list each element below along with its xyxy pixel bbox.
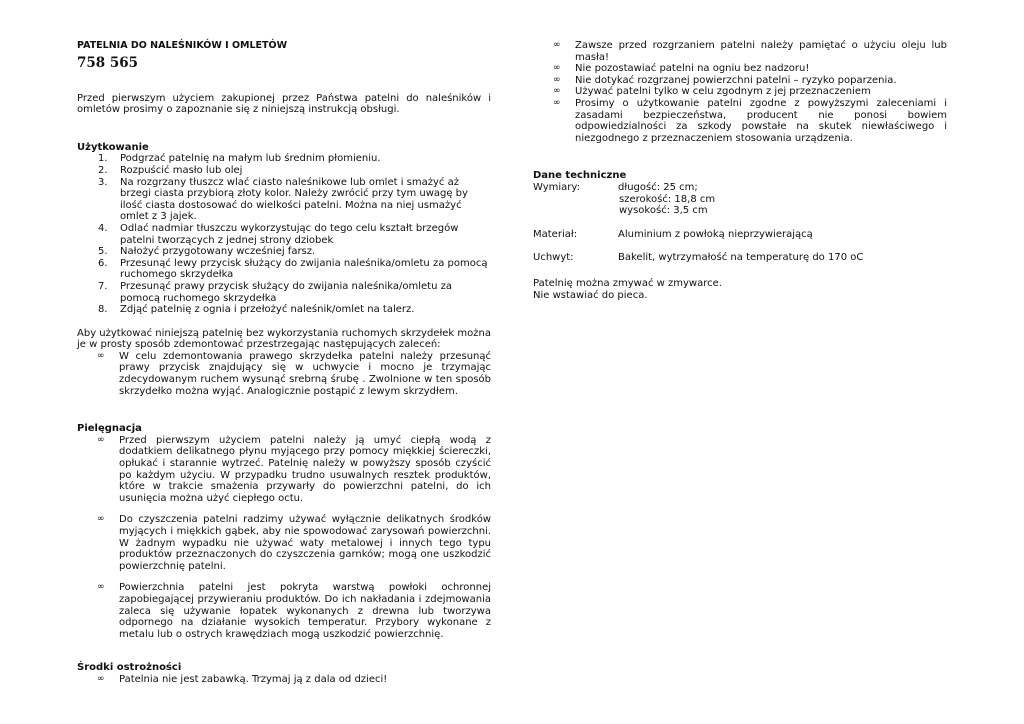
care-heading: Pielęgnacja (77, 423, 142, 435)
infinity-bullet-icon: ∞ (553, 97, 561, 108)
dimension-height: wysokość: 3,5 cm (619, 205, 708, 217)
safety-heading: Środki ostrożności (77, 662, 182, 674)
usage-step (77, 304, 491, 316)
bullet-item (77, 514, 491, 572)
step-text: Nałożyć przygotowany wcześniej farsz. (120, 246, 316, 258)
bullet-text: Patelnia nie jest zabawką. Trzymaj ją z dala od dzieci! (119, 673, 388, 685)
infinity-bullet-icon: ∞ (553, 86, 561, 97)
bullet-item (533, 40, 947, 63)
step-number: 7. (98, 280, 108, 292)
step-text: Na rozgrzany tłuszcz wlać ciasto naleśnikowe lub omlet i smażyć aż brzegi ciasta przybiorą złoty kolor. Należy zwrócić przy tym uwagę by ilość ciasta dostosować do wielkości patelni. Można na niej usmażyć omlet z 3 jajek. (120, 176, 468, 223)
dismount-intro: Aby użytkować niniejszą patelnię bez wykorzystania ruchomych skrzydełek można je w prosty sposób zdemontować przestrzegając następujących zaleceń: (77, 327, 491, 351)
care-bullets (77, 435, 491, 641)
handle-table (533, 252, 863, 264)
tech-heading: Dane techniczne (533, 170, 627, 182)
step-number: 1. (98, 153, 108, 165)
left-column (77, 40, 491, 686)
usage-step (77, 281, 491, 304)
warning-bullets (533, 40, 947, 144)
infinity-bullet-icon: ∞ (553, 40, 561, 50)
step-text: Odlać nadmiar tłuszczu wykorzystując do tego celu kształt brzegów patelni tworzących z jednej strony dziobek (120, 222, 459, 246)
bullet-text: Zawsze przed rozgrzaniem patelni należy pamiętać o użyciu oleju lub masła! (575, 40, 947, 63)
bullet-item (77, 435, 491, 505)
infinity-bullet-icon: ∞ (97, 514, 105, 525)
bullet-item (77, 582, 491, 640)
infinity-bullet-icon: ∞ (97, 434, 105, 445)
bullet-item (77, 351, 491, 397)
intro-paragraph: Przed pierwszym użyciem zakupionej przez Państwa patelni do naleśników i omletów prosimy o zapoznanie się z niniejszą instrukcją obsługi. (77, 92, 491, 116)
material-value: Aluminium z powłoką nieprzywierającą (618, 228, 813, 240)
usage-step (77, 258, 491, 281)
dimensions-label: Wymiary: (533, 181, 580, 193)
usage-steps-list (77, 153, 491, 315)
bullet-item (77, 674, 491, 686)
material-table (533, 229, 813, 241)
bullet-item (533, 63, 947, 75)
material-label: Materiał: (533, 228, 578, 240)
dismount-bullets (77, 351, 491, 397)
infinity-bullet-icon: ∞ (97, 350, 105, 361)
usage-step (77, 223, 491, 246)
step-text: Rozpuścić masło lub olej (120, 164, 243, 176)
dishwasher-note: Patelnię można zmywać w zmywarce. (533, 277, 722, 289)
bullet-text: Nie pozostawiać patelni na ogniu bez nadzoru! (575, 63, 810, 75)
step-text: Zdjąć patelnię z ognia i przełożyć naleśnik/omlet na talerz. (120, 304, 415, 316)
dimension-width: szerokość: 18,8 cm (619, 193, 716, 205)
step-text: Przesunąć lewy przycisk służący do zwijania naleśnika/omletu za pomocą ruchomego skrzydełka (120, 257, 488, 281)
document-title: PATELNIA DO NALEŚNIKÓW I OMLETÓW (77, 40, 288, 51)
bullet-text: W celu zdemontowania prawego skrzydełka patelni należy przesunąć prawy przycisk znajdujący się w uchwycie i mocno je trzymając zdecydowanym ruchem wysunąć srebrną śrubę . Zwolnione w ten sposób skrzydełko można wyjąć. Analogicznie postąpić z lewym skrzydłem. (119, 350, 491, 397)
bullet-text: Nie dotykać rozgrzanej powierzchni patelni – ryzyko poparzenia. (575, 74, 897, 86)
step-number: 3. (98, 176, 108, 188)
usage-step (77, 165, 491, 177)
step-text: Przesunąć prawy przycisk służący do zwijania naleśnika/omletu za pomocą ruchomego skrzydełka (120, 280, 452, 304)
infinity-bullet-icon: ∞ (97, 582, 105, 593)
tech-table (533, 182, 715, 217)
bullet-text: Przed pierwszym użyciem patelni należy ją umyć ciepłą wodą z dodatkiem delikatnego płynu myjącego przy pomocy miękkiej ściereczki, opłukać i starannie wytrzeć. Patelnię należy w powyższy sposób czyścić po każdym użyciu. W przypadku trudno usuwalnych resztek produktów, które w trakcie smażenia przywarły do powierzchni patelni, do ich usunięcia można użyć ciepłego octu. (119, 434, 491, 504)
bullet-item (533, 75, 947, 87)
step-number: 8. (98, 304, 108, 316)
step-number: 5. (98, 246, 108, 258)
bullet-item (533, 98, 947, 144)
usage-step (77, 246, 491, 258)
step-number: 4. (98, 222, 108, 234)
handle-value: Bakelit, wytrzymałość na temperaturę do 170 oC (618, 252, 864, 264)
dimensions-row (533, 182, 715, 217)
bullet-text: Używać patelni tylko w celu zgodnym z jej przeznaczeniem (575, 86, 871, 98)
infinity-bullet-icon: ∞ (553, 63, 561, 74)
usage-step (77, 177, 491, 223)
step-text: Podgrzać patelnię na małym lub średnim płomieniu. (120, 153, 381, 165)
step-number: 6. (98, 257, 108, 269)
oven-note: Nie wstawiać do pieca. (533, 289, 648, 301)
bullet-text: Do czyszczenia patelni radzimy używać wyłącznie delikatnych środków myjących i miękkich gąbek, aby nie spowodować zarysowań powierzchni. W żadnym wypadku nie używać waty metalowej i innych tego typu produktów przeznaczonych do czyszczenia garnków; mogą one uszkodzić powierzchnię patelni. (119, 514, 491, 572)
bullet-text: Prosimy o użytkowanie patelni zgodne z powyższymi zaleceniami i zasadami bezpieczeństwa, producent nie ponosi bowiem odpowiedzialności za szkody powstałe na skutek niewłaściwego i niezgodnego z przeznaczeniem stosowania urządzenia. (575, 97, 947, 144)
product-code: 758 565 (77, 54, 139, 71)
dimensions-values (618, 182, 715, 217)
usage-heading: Użytkowanie (77, 141, 149, 153)
dimension-length: długość: 25 cm; (618, 181, 698, 193)
infinity-bullet-icon: ∞ (553, 74, 561, 85)
bullet-item (533, 86, 947, 98)
right-column (533, 40, 947, 301)
infinity-bullet-icon: ∞ (97, 673, 105, 684)
step-number: 2. (98, 164, 108, 176)
usage-step (77, 153, 491, 165)
bullet-text: Powierzchnia patelni jest pokryta warstwą powłoki ochronnej zapobiegającej przywieraniu produktów. Do ich nakładania i zdejmowania zaleca się używanie łopatek wykonanych z drewna lub tworzywa odpornego na działanie wysokich temperatur. Przybory wykonane z metalu lub o ostrych krawędziach mogą uszkodzić powierzchnię. (119, 582, 491, 640)
handle-label: Uchwyt: (533, 252, 574, 264)
safety-bullets (77, 674, 491, 686)
